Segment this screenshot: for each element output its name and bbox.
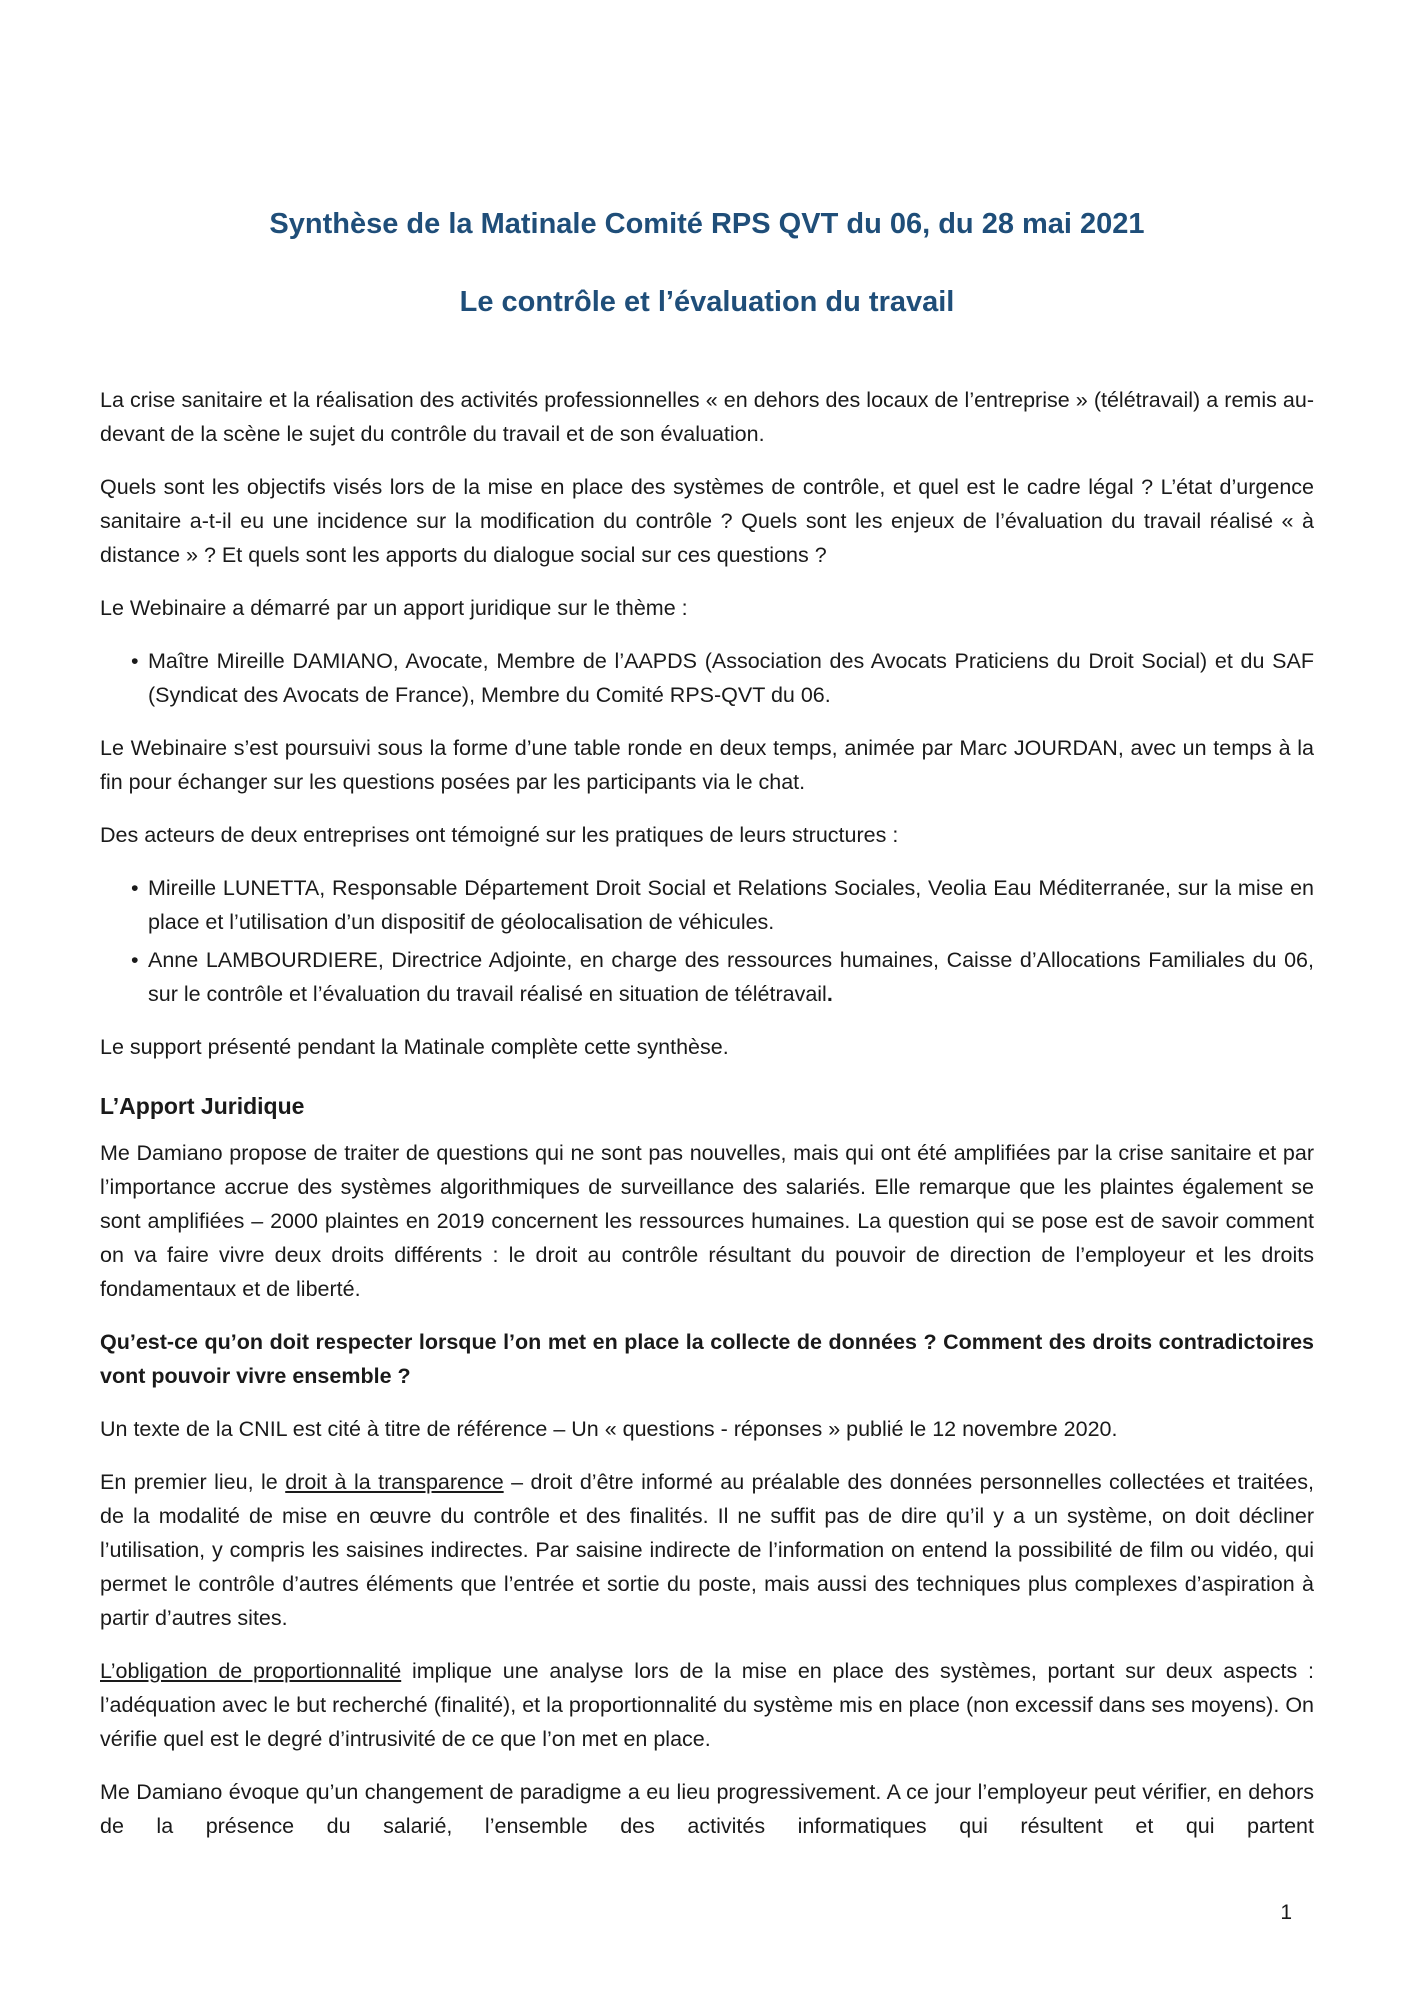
- paragraph-obligation-proportionnalite: L’obligation de proportionnalité implique une analyse lors de la mise en place des systèmes, portant sur deux aspects : l’adéquation avec le but recherché (finalité), et la proportionnalité du système mis en place (non excessif dans ses moyens). On vérifie quel est le degré d’intrusivité de ce que l’on met en place.: [100, 1659, 1314, 1751]
- list-item-damiano: [100, 644, 1314, 712]
- bullet-text-lunetta: Mireille LUNETTA, Responsable Département Droit Social et Relations Sociales, Veolia Eau Méditerranée, sur la mise en place et l’utilisation d’un dispositif de géolocalisation de véhicules.: [148, 876, 1314, 934]
- list-item-lunetta: [100, 871, 1314, 939]
- paragraph-damiano-propose: Me Damiano propose de traiter de questions qui ne sont pas nouvelles, mais qui ont été amplifiées par la crise sanitaire et par l’importance accrue des systèmes algorithmiques de surveillance des salariés. Elle remarque que les plaintes également se sont amplifiées – 2000 plaintes en 2019 concernent les ressources humaines. La question qui se pose est de savoir comment on va faire vivre deux droits différents : le droit au contrôle résultant du pouvoir de direction de l’employeur et les droits fondamentaux et de liberté.: [100, 1141, 1314, 1301]
- paragraph-webinaire-demarre: Le Webinaire a démarré par un apport juridique sur le thème :: [100, 596, 688, 620]
- paragraph-support-matinale: Le support présenté pendant la Matinale complète cette synthèse.: [100, 1035, 729, 1059]
- document-subtitle: Le contrôle et l’évaluation du travail: [459, 286, 955, 318]
- paragraph-droit-transparence: En premier lieu, le droit à la transparence – droit d’être informé au préalable des données personnelles collectées et traitées, de la modalité de mise en œuvre du contrôle et des finalités. Il ne suffit pas de dire qu’il y a un système, on doit décliner l’utilisation, y compris les saisines indirectes. Par saisine indirecte de l’information on entend la possibilité de film ou vidéo, qui permet le contrôle d’autres éléments que l’entrée et sortie du poste, mais aussi des techniques plus complexes d’aspiration à partir d’autres sites.: [100, 1470, 1314, 1630]
- paragraph-changement-paradigme: Me Damiano évoque qu’un changement de paradigme a eu lieu progressivement. A ce jour l’employeur peut vérifier, en dehors de la présence du salarié, l’ensemble des activités informatiques qui résultent et qui partent: [100, 1780, 1314, 1838]
- page-number: 1: [1280, 1901, 1292, 1924]
- section-heading-apport-juridique: L’Apport Juridique: [100, 1093, 305, 1119]
- bullet-icon: •: [131, 948, 139, 972]
- bullet-list-temoignages: [100, 871, 1314, 1011]
- paragraph-questions-objectifs: Quels sont les objectifs visés lors de la mise en place des systèmes de contrôle, et quel est le cadre légal ? L’état d’urgence sanitaire a-t-il eu une incidence sur la modification du contrôle ? Quels sont les enjeux de l’évaluation du travail réalisé « à distance » ? Et quels sont les apports du dialogue social sur ces questions ?: [100, 475, 1314, 567]
- bold-period: .: [826, 982, 833, 1006]
- list-item-lambourdiere: [100, 943, 1314, 1011]
- underlined-obligation-proportionnalite: L’obligation de proportionnalité: [100, 1659, 402, 1683]
- underlined-droit-transparence: droit à la transparence: [285, 1470, 504, 1494]
- paragraph-webinaire-poursuivi: Le Webinaire s’est poursuivi sous la forme d’une table ronde en deux temps, animée par Marc JOURDAN, avec un temps à la fin pour échanger sur les questions posées par les participants via le chat.: [100, 736, 1314, 794]
- document-title: Synthèse de la Matinale Comité RPS QVT du 06, du 28 mai 2021: [269, 208, 1145, 240]
- bullet-icon: •: [131, 876, 139, 900]
- bullet-icon: •: [131, 649, 139, 673]
- paragraph-texte-cnil: Un texte de la CNIL est cité à titre de référence – Un « questions - réponses » publié le 12 novembre 2020.: [100, 1417, 1118, 1441]
- paragraph-crise-sanitaire: La crise sanitaire et la réalisation des activités professionnelles « en dehors des locaux de l’entreprise » (télétravail) a remis au-devant de la scène le sujet du contrôle du travail et de son évaluation.: [100, 388, 1314, 446]
- paragraph-question-collecte-donnees: Qu’est-ce qu’on doit respecter lorsque l’on met en place la collecte de données ? Comment des droits contradictoires vont pouvoir vivre ensemble ?: [100, 1330, 1314, 1388]
- paragraph-acteurs-entreprises: Des acteurs de deux entreprises ont témoigné sur les pratiques de leurs structures :: [100, 823, 899, 847]
- bullet-list-intervenant-juridique: [100, 644, 1314, 712]
- bullet-text-damiano: Maître Mireille DAMIANO, Avocate, Membre de l’AAPDS (Association des Avocats Praticiens du Droit Social) et du SAF (Syndicat des Avocats de France), Membre du Comité RPS-QVT du 06.: [148, 649, 1314, 707]
- bullet-text-lambourdiere: Anne LAMBOURDIERE, Directrice Adjointe, en charge des ressources humaines, Caisse d’Allocations Familiales du 06, sur le contrôle et l’évaluation du travail réalisé en situation de télétravail.: [148, 948, 1314, 1006]
